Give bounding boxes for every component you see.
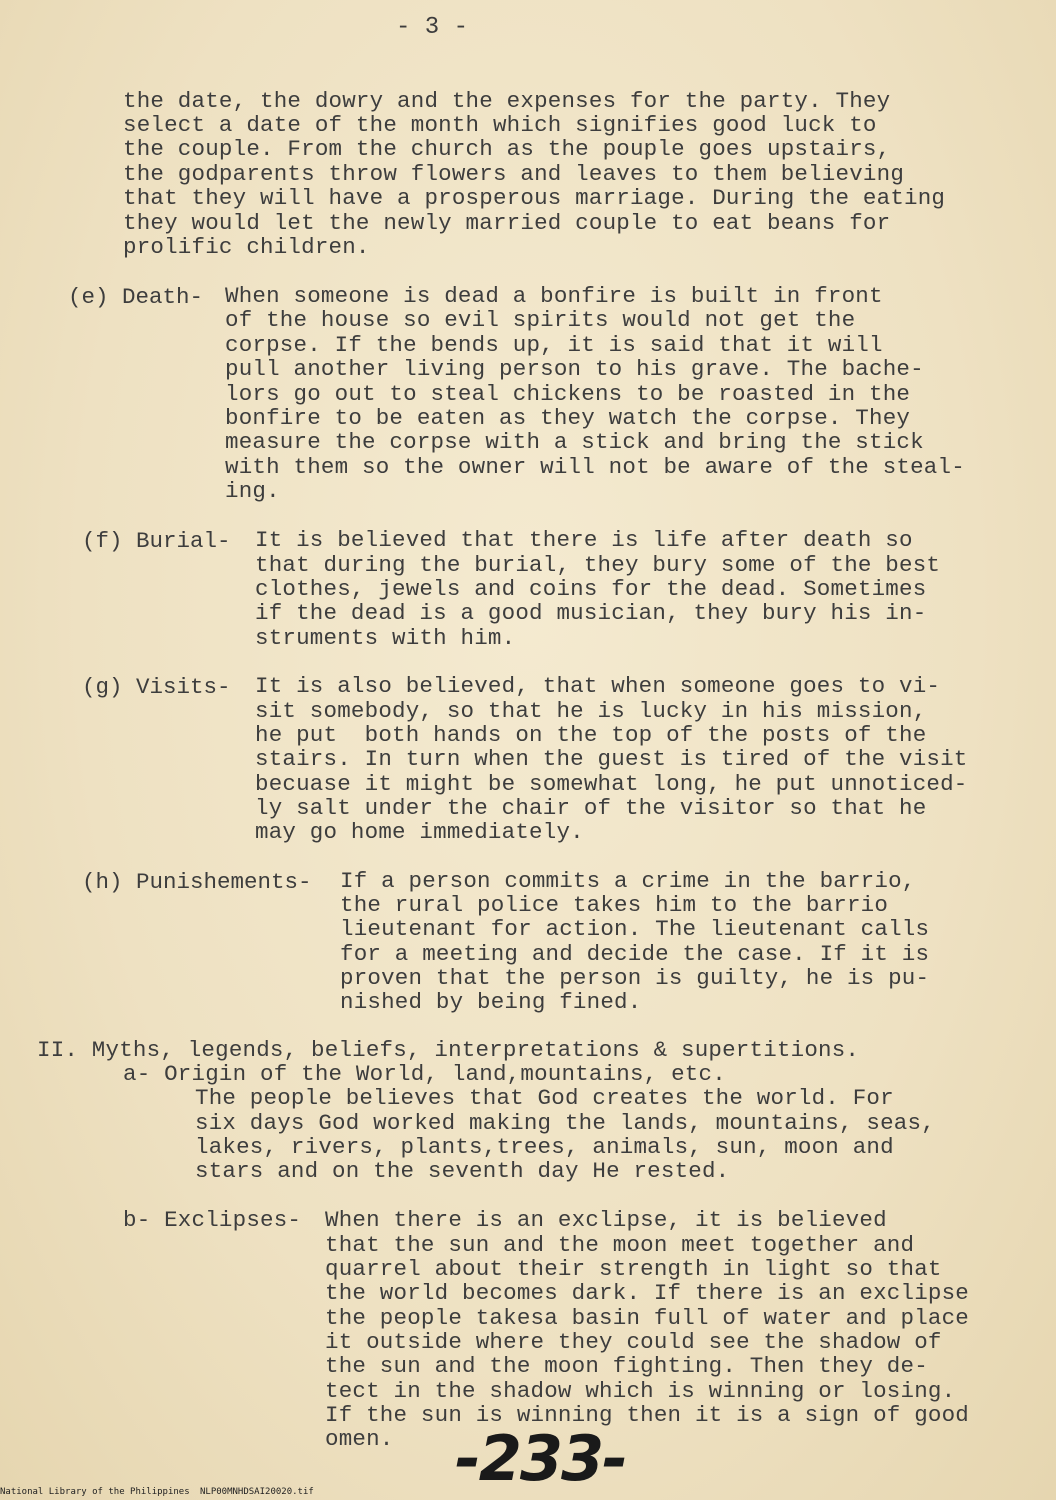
text-line: the godparents throw flowers and leaves to them believing [123, 161, 905, 187]
text-line: quarrel about their strength in light so that [325, 1256, 942, 1282]
text-line: the people takesa basin full of water and place [325, 1305, 970, 1331]
subsection-label: a- Origin of the World, land,mountains, etc. [123, 1061, 726, 1087]
text-line: with them so the owner will not be aware of the steal- [225, 454, 965, 480]
text-line: that they will have a prosperous marriage. During the eating [123, 185, 946, 211]
text-line: he put both hands on the top of the posts of the [255, 722, 927, 748]
text-line: may go home immediately. [255, 819, 584, 845]
text-line: The people believes that God creates the world. For [195, 1085, 894, 1111]
text-line: stars and on the seventh day He rested. [195, 1158, 730, 1184]
text-line: omen. [325, 1426, 394, 1452]
text-line: they would let the newly married couple to eat beans for [123, 210, 891, 236]
text-line: bonfire to be eaten as they watch the corpse. They [225, 405, 911, 431]
text-line: ing. [225, 478, 280, 504]
text-line: If the sun is winning then it is a sign of good [325, 1402, 970, 1428]
text-line: for a meeting and decide the case. If it is [340, 941, 930, 967]
text-line: lakes, rivers, plants,trees, animals, sun, moon and [195, 1134, 894, 1160]
text-line: the date, the dowry and the expenses for the party. They [123, 88, 891, 114]
text-line: stairs. In turn when the guest is tired of the visit [255, 746, 968, 772]
text-line: of the house so evil spirits would not get the [225, 307, 856, 333]
text-line: becuase it might be somewhat long, he put unnoticed- [255, 771, 968, 797]
text-line: lors go out to steal chickens to be roasted in the [225, 381, 911, 407]
section-label: (h) Punishements- [82, 869, 312, 895]
text-line: It is believed that there is life after death so [255, 527, 913, 553]
text-line: if the dead is a good musician, they bury his in- [255, 600, 927, 626]
footer-filename: NLP00MNHDSAI20020.tif [200, 1487, 314, 1497]
text-line: If a person commits a crime in the barrio, [340, 868, 916, 894]
text-line: nished by being fined. [340, 989, 642, 1015]
text-line: the sun and the moon fighting. Then they de- [325, 1353, 928, 1379]
text-line: When there is an exclipse, it is believed [325, 1207, 887, 1233]
text-line: prolific children. [123, 234, 370, 260]
subsection-label: b- Exclipses- [123, 1207, 302, 1233]
text-line: clothes, jewels and coins for the dead. Sometimes [255, 576, 927, 602]
text-line: tect in the shadow which is winning or losing. [325, 1378, 956, 1404]
text-line: the world becomes dark. If there is an exclipse [325, 1280, 970, 1306]
section-label: (e) Death- [68, 284, 204, 310]
text-line: When someone is dead a bonfire is built in front [225, 283, 883, 309]
handwritten-page-stamp: -233- [455, 1422, 626, 1495]
text-line: select a date of the month which signifies good luck to [123, 112, 877, 138]
text-line: six days God worked making the lands, mountains, seas, [195, 1110, 935, 1136]
section-label: (g) Visits- [82, 674, 231, 700]
text-line: the couple. From the church as the pouple goes upstairs, [123, 136, 891, 162]
text-line: it outside where they could see the shadow of [325, 1329, 942, 1355]
text-line: sit somebody, so that he is lucky in his mission, [255, 698, 927, 724]
section-heading: II. Myths, legends, beliefs, interpretations & supertitions. [37, 1037, 860, 1063]
text-line: pull another living person to his grave. The bache- [225, 356, 924, 382]
text-line: struments with him. [255, 625, 516, 651]
text-line: lieutenant for action. The lieutenant calls [340, 916, 930, 942]
text-line: proven that the person is guilty, he is pu- [340, 965, 930, 991]
footer-library-credit: National Library of the Philippines [0, 1487, 190, 1497]
section-label: (f) Burial- [82, 528, 231, 554]
text-line: It is also believed, that when someone goes to vi- [255, 673, 941, 699]
page-number: - 3 - [396, 14, 469, 41]
text-line: ly salt under the chair of the visitor so that he [255, 795, 927, 821]
text-line: corpse. If the bends up, it is said that it will [225, 332, 883, 358]
text-line: that the sun and the moon meet together and [325, 1232, 915, 1258]
text-line: that during the burial, they bury some of the best [255, 552, 941, 578]
text-line: measure the corpse with a stick and bring the stick [225, 429, 924, 455]
text-line: the rural police takes him to the barrio [340, 892, 889, 918]
